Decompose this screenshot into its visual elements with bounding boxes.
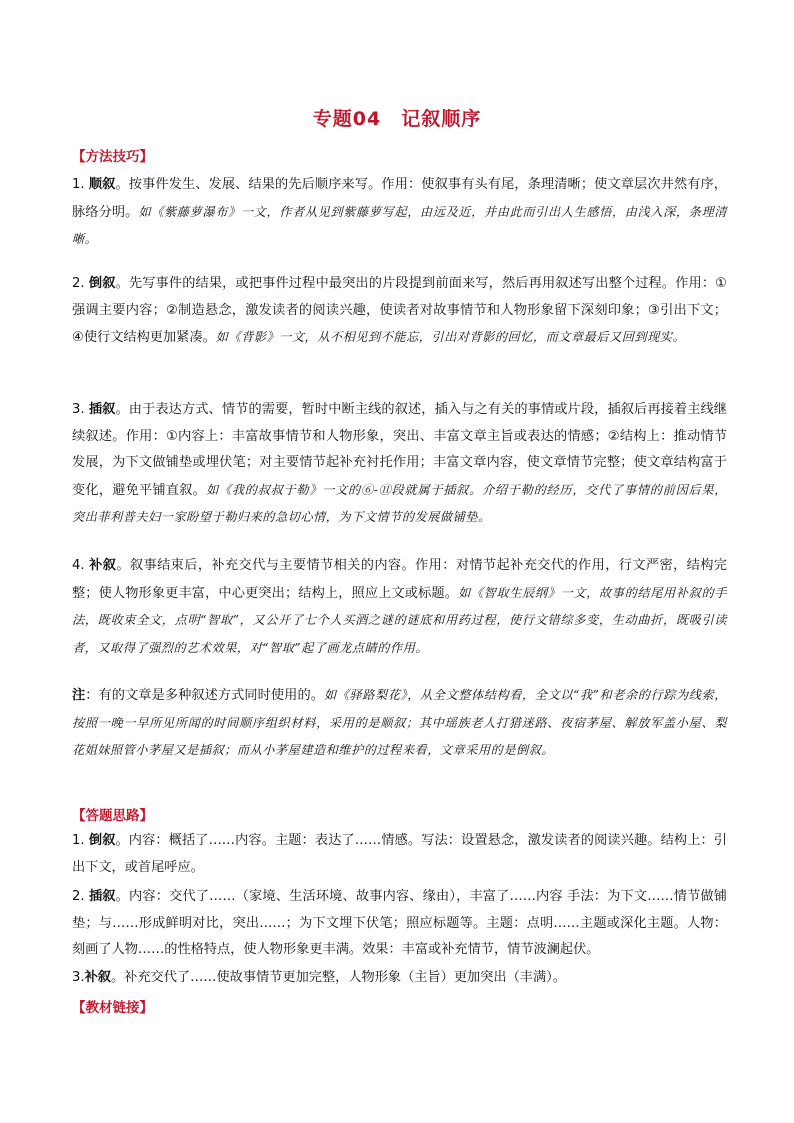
item-text: 。补充交代了……使故事情节更加完整，人物形象（主旨）更加突出（丰满）。 bbox=[110, 970, 566, 985]
item-example: 如《驿路梨花》，从全文整体结构看，全文以“我”和老余的行踪为线索，按照一晚一早所见所闻的时间顺序组织材料，采用的是顺叙；其中瑶族老人打猎迷路、夜宿茅屋、解放军盖小屋、梨花姐妹照管小茅屋又是插叙；而从小茅屋建造和维护的过程来看，文章采用的是倒叙。 bbox=[72, 688, 727, 757]
method-paragraph-buxu bbox=[72, 553, 727, 662]
keyword: 插叙 bbox=[88, 889, 116, 904]
item-number: 1. bbox=[72, 177, 89, 192]
keyword: 补叙 bbox=[84, 970, 111, 985]
item-example: 如《背影》一文，从不相见到不能忘，引出对背影的回忆，而文章最后又回到现实。 bbox=[215, 330, 686, 344]
item-number: 3. bbox=[72, 402, 89, 417]
method-paragraph-note bbox=[72, 682, 727, 765]
answer-paragraph-daoxu bbox=[72, 828, 727, 881]
item-example: 如《紫藤萝瀑布》一文，作者从见到紫藤萝写起，由远及近，并由此而引出人生感悟，由浅入深，条理清晰。 bbox=[72, 204, 728, 246]
method-paragraph-daoxu bbox=[72, 271, 727, 352]
item-number: 1. bbox=[72, 833, 89, 848]
section-heading-methods: 【方法技巧】 bbox=[72, 149, 153, 165]
item-text: ：有的文章是多种叙述方式同时使用的。 bbox=[85, 688, 324, 703]
answer-paragraph-chaxu bbox=[72, 884, 727, 964]
item-text: 。叙事结束后，补充交代与主要情节相关的内容。作用：对情节起补充交代的作用，行文严密，结构完整；使人物形象更丰富，中心更突出；结构上，照应上文或标题。 bbox=[72, 558, 728, 601]
keyword: 注 bbox=[72, 688, 86, 703]
item-text: 。由于表达方式、情节的需要，暂时中断主线的叙述，插入与之有关的事情或片段，插叙后再接着主线继续叙述。作用：①内容上：丰富故事情节和人物形象，突出、丰富文章主旨或表达的情感；②结构上：推动情节发展，为下文做铺垫或埋伏笔；对主要情节起补充衬托作用；丰富文章内容，使文章情节完整；使文章结构富于变化，避免平铺直叙。 bbox=[72, 402, 727, 498]
item-number: 3. bbox=[72, 970, 85, 985]
item-text: 。按事件发生、发展、结果的先后顺序来写。作用：使叙事有头有尾，条理清晰；使文章层次井然有序，脉络分明。 bbox=[72, 177, 727, 220]
item-number: 2. bbox=[72, 889, 89, 904]
item-text: 。内容：概括了……内容。主题：表达了……情感。写法：设置悬念，激发读者的阅读兴趣。结构上：引出下文，或首尾呼应。 bbox=[72, 833, 727, 875]
item-example: 如《智取生辰纲》一文，故事的结尾用补叙的手法，既收束全文，点明“智取”，又公开了七个人买酒之谜的谜底和用药过程，使行文错综多变，生动曲折，既吸引读者，又取得了强烈的艺术效果，对“智取”起了画龙点睛的作用。 bbox=[72, 585, 727, 655]
keyword: 补叙 bbox=[89, 558, 117, 573]
keyword: 倒叙 bbox=[88, 276, 116, 291]
section-heading-textbook-links: 【教材链接】 bbox=[72, 1000, 153, 1016]
keyword: 倒叙 bbox=[88, 833, 116, 848]
item-text: 。内容：交代了……（家境、生活环境、故事内容、缘由），丰富了……内容 手法：为下文……情节做铺垫；与……形成鲜明对比，突出……；为下文埋下伏笔；照应标题等。主题：点明……主题或深化主题。人物：刻画了人物……的性格特点，使人物形象更丰满。效果：丰富或补充情节，情节波澜起伏。 bbox=[72, 889, 728, 957]
page-title: 专题04 记叙顺序 bbox=[312, 108, 482, 130]
method-paragraph-shunxu bbox=[72, 172, 727, 254]
method-paragraph-chaxu bbox=[72, 397, 727, 532]
item-text: 。先写事件的结果，或把事件过程中最突出的片段提到前面来写，然后再用叙述写出整个过程。作用：①强调主要内容；②制造悬念，激发读者的阅读兴趣，使读者对故事情节和人物形象留下深刻印象；③引出下文；④使行文结构更加紧凑。 bbox=[72, 276, 728, 345]
keyword: 插叙 bbox=[88, 402, 116, 417]
section-heading-answer-ideas: 【答题思路】 bbox=[72, 808, 153, 824]
item-number: 2. bbox=[72, 276, 89, 291]
answer-paragraph-buxu bbox=[72, 965, 727, 992]
keyword: 顺叙 bbox=[88, 177, 116, 192]
item-number: 4. bbox=[72, 558, 90, 573]
item-example: 如《我的叔叔于勒》一文的⑥-⑪段就属于插叙。介绍于勒的经历，交代了事情的前因后果，突出菲利普夫妇一家盼望于勒归来的急切心情，为下文情节的发展做铺垫。 bbox=[72, 482, 727, 524]
